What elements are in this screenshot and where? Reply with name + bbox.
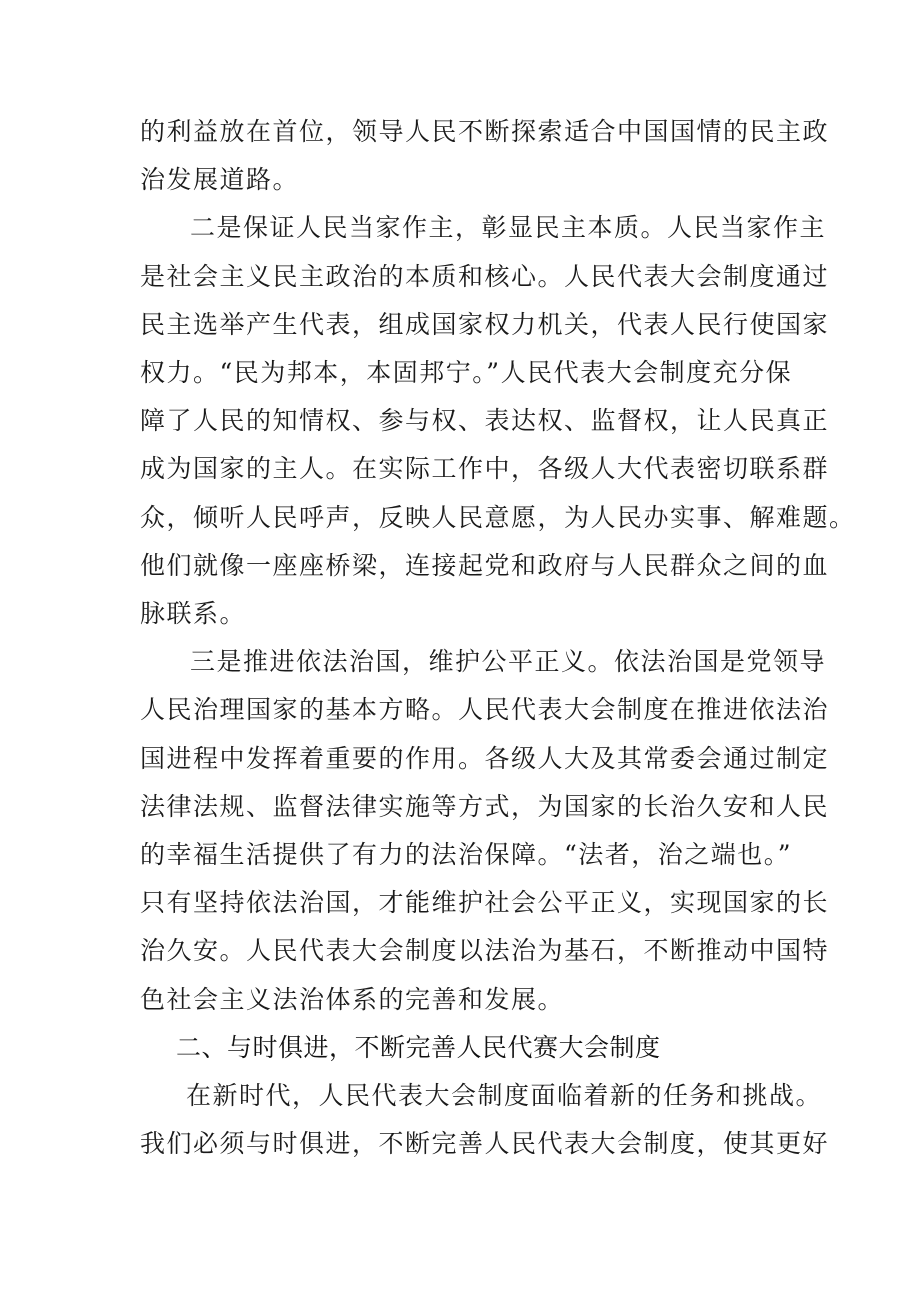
text-line: 法律法规、监督法律实施等方式，为国家的长治久安和人民 [140,791,830,821]
text-line: 只有坚持依法治国，才能维护社会公平正义，实现国家的长 [140,888,830,918]
text-line: 治发展道路。 [140,165,300,195]
text-line: 治久安。人民代表大会制度以法治为基石，不断推动中国特 [140,936,830,966]
text-line: 我们必须与时俱进，不断完善人民代表大会制度，使其更好 [140,1129,830,1159]
text-line: 的利益放在首位，领导人民不断探索适合中国国情的民主政 [140,117,830,146]
text-line: 是社会主义民主政治的本质和核心。人民代表大会制度通过 [140,261,830,291]
document-body [140,108,856,1168]
text-line: 国进程中发挥着重要的作用。各级人大及其常委会通过制定 [140,743,830,773]
paragraph-people-as-masters [140,204,856,638]
text-line: 色社会主义法治体系的完善和发展。 [140,984,565,1014]
text-line: 在新时代，人民代表大会制度面临着新的任务和挑战。 [186,1081,823,1111]
paragraph-continuation [140,108,830,204]
text-line: 二是保证人民当家作主，彰显民主本质。人民当家作主 [190,213,827,243]
text-line: 民主选举产生代表，组成国家权力机关，代表人民行使国家 [140,309,830,339]
text-line: 成为国家的主人。在实际工作中，各级人大代表密切联系群 [140,454,830,484]
text-line: 障了人民的知情权、参与权、表达权、监督权，让人民真正 [140,406,830,436]
text-line: 他们就像一座座桥梁，连接起党和政府与人民群众之间的血 [140,550,830,580]
section-heading: 二、与时俱进，不断完善人民代赛大会制度 [176,1032,661,1062]
text-line: 脉联系。 [140,599,247,629]
paragraph-rule-of-law [140,638,830,1024]
text-line: 权力。“民为邦本，本固邦宁。”人民代表大会制度充分保 [140,358,793,388]
text-line: 的幸福生活提供了有力的法治保障。“法者，治之端也。” [140,840,793,870]
paragraph-new-era [140,1072,830,1168]
text-line: 众，倾听人民呼声，反映人民意愿，为人民办实事、解难题。 [140,502,856,532]
text-line: 人民治理国家的基本方略。人民代表大会制度在推进依法治 [140,695,830,725]
text-line: 三是推进依法治国，维护公平正义。依法治国是党领导 [190,647,827,677]
